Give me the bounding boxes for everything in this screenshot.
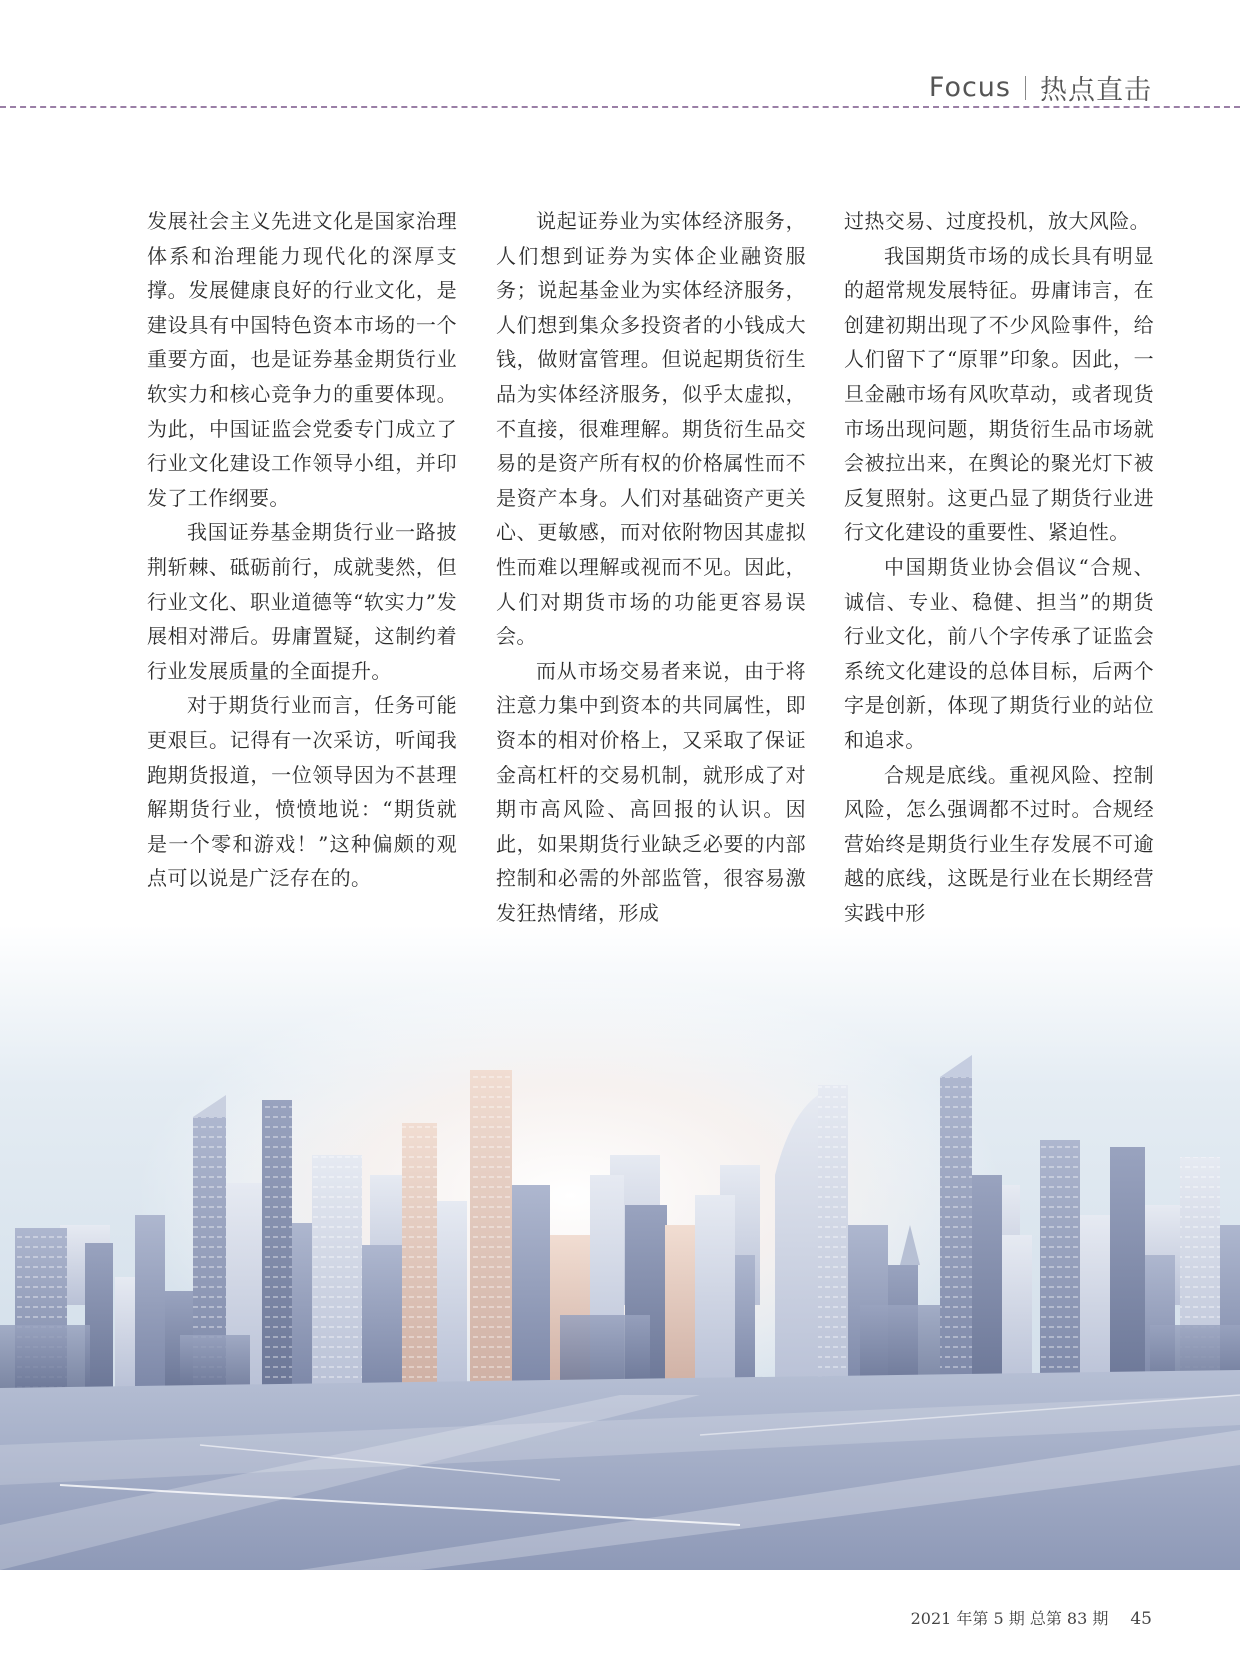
page-footer [911,1606,1152,1629]
article-body [147,204,1154,925]
page-number: 45 [1130,1609,1152,1629]
section-title-en: Focus [928,72,1011,103]
paragraph: 过热交易、过度投机，放大风险。 [844,209,1150,233]
section-title [929,68,1152,107]
city-skyline-illustration [0,925,1240,1570]
page-header [0,0,1240,112]
paragraph: 发展社会主义先进文化是国家治理体系和治理能力现代化的深厚支撑。发展健康良好的行业文化，是建设具有中国特色资本市场的一个重要方面，也是证券基金期货行业软实力和核心竞争力的重要体现。为此，中国证监会党委专门成立了行业文化建设工作领导小组，并印发了工作纲要。 [147,209,457,510]
section-title-divider [1025,76,1026,100]
text-column-1 [147,204,457,896]
paragraph: 我国证券基金期货行业一路披荆斩棘、砥砺前行，成就斐然，但行业文化、职业道德等“软实力”发展相对滞后。毋庸置疑，这制约着行业发展质量的全面提升。 [147,520,457,683]
section-title-cn: 热点直击 [1040,75,1152,106]
paragraph: 中国期货业协会倡议“合规、诚信、专业、稳健、担当”的期货行业文化，前八个字传承了证监会系统文化建设的总体目标，后两个字是创新，体现了期货行业的站位和追求。 [844,554,1154,752]
paragraph: 合规是底线。重视风险、控制风险，怎么强调都不过时。合规经营始终是期货行业生存发展不可逾越的底线，这既是行业在长期经营实践中形 [844,762,1154,925]
header-dashed-rule [0,106,1240,108]
issue-info: 2021 年第 5 期 总第 83 期 [910,1609,1109,1628]
paragraph: 对于期货行业而言，任务可能更艰巨。记得有一次采访，听闻我跑期货报道，一位领导因为不甚理解期货行业，愤愤地说：“期货就是一个零和游戏！”这种偏颇的观点可以说是广泛存在的。 [147,693,457,891]
paragraph: 而从市场交易者来说，由于将注意力集中到资本的共同属性，即资本的相对价格上，又采取了保证金高杠杆的交易机制，就形成了对期市高风险、高回报的认识。因此，如果期货行业缺乏必要的内部控制和必需的外部监管，很容易激发狂热情绪，形成 [496,658,806,925]
paragraph: 我国期货市场的成长具有明显的超常规发展特征。毋庸讳言，在创建初期出现了不少风险事件，给人们留下了“原罪”印象。因此，一旦金融市场有风吹草动，或者现货市场出现问题，期货衍生品市场就会被拉出来，在舆论的聚光灯下被反复照射。这更凸显了期货行业进行文化建设的重要性、紧迫性。 [844,243,1154,545]
paragraph: 说起证券业为实体经济服务，人们想到证券为实体企业融资服务；说起基金业为实体经济服务，人们想到集众多投资者的小钱成大钱，做财富管理。但说起期货衍生品为实体经济服务，似乎太虚拟，不直接，很难理解。期货衍生品交易的是资产所有权的价格属性而不是资产本身。人们对基础资产更关心、更敏感，而对依附物因其虚拟性而难以理解或视而不见。因此，人们对期货市场的功能更容易误会。 [496,209,806,649]
text-column-3 [844,204,1154,930]
text-column-2 [496,204,806,930]
